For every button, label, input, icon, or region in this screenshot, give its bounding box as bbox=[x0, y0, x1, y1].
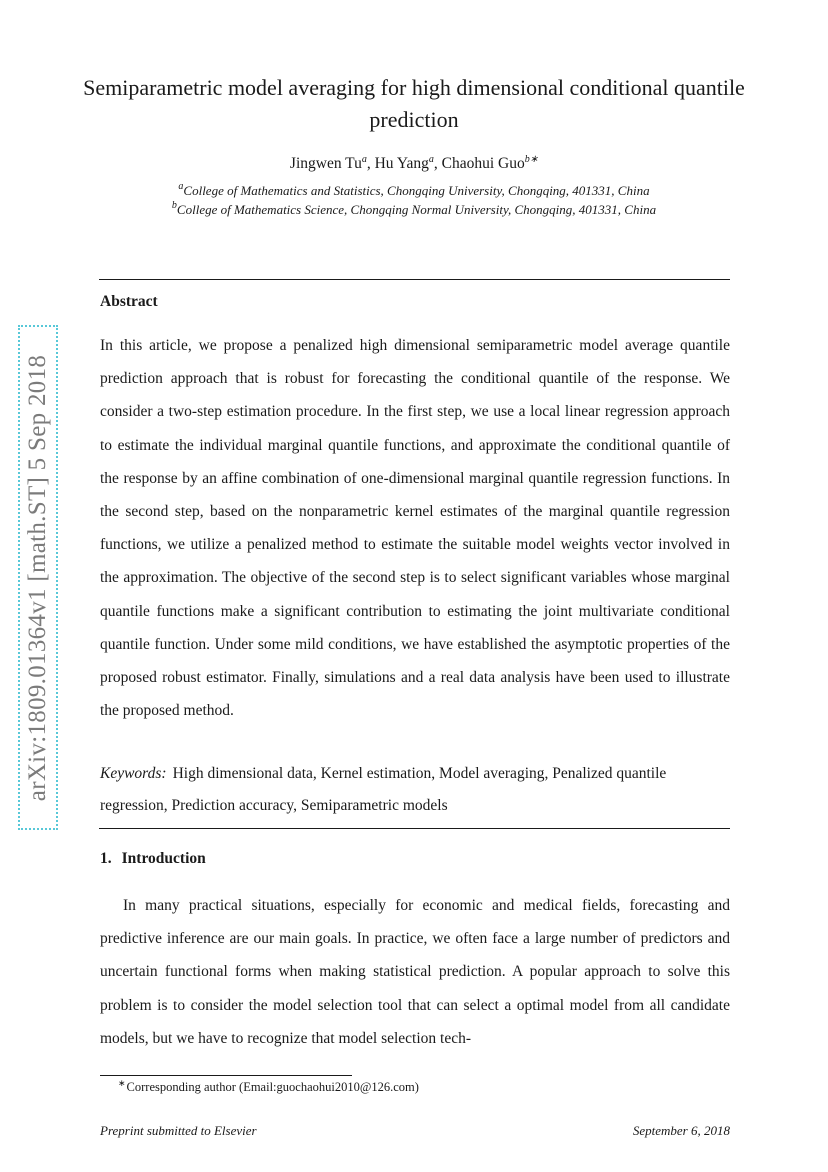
abstract-text: In this article, we propose a penalized high dimensional semiparametric model average quantile prediction approach that is robust for forecasting the conditional quantile of the response. We consider a two-step estimation procedure. In the first step, we use a local linear regression approach to estimate the individual marginal quantile functions, and approximate the conditional quantile of the response by an affine combination of one-dimensional marginal quantile regression functions. In the second step, based on the nonparametric kernel estimates of the marginal quantile regression functions, we utilize a penalized method to estimate the suitable model weights vector involved in the approximation. The objective of the second step is to select significant variables whose marginal quantile functions make a significant contribution to estimating the joint multivariate conditional quantile function. Under some mild conditions, we have established the asymptotic properties of the proposed robust estimator. Finally, simulations and a real data analysis have been used to illustrate the proposed method. bbox=[100, 337, 730, 720]
affiliation-mark: a bbox=[178, 181, 184, 192]
footer-date: September 6, 2018 bbox=[632, 1123, 730, 1138]
affiliation-text: College of Mathematics and Statistics, Chongqing University, Chongqing, 401331, China bbox=[183, 183, 650, 198]
abstract-bottom-rule bbox=[99, 828, 730, 829]
arxiv-identifier[interactable]: arXiv:1809.01364v1 [math.ST] 5 Sep 2018 bbox=[24, 354, 51, 801]
abstract-top-rule bbox=[99, 279, 730, 280]
footer-preprint-note: Preprint submitted to Elsevier bbox=[100, 1123, 257, 1138]
arxiv-stamp[interactable] bbox=[18, 325, 58, 830]
section-heading-introduction bbox=[100, 850, 206, 868]
author-list: Jingwen Tu$^a$, Hu Yang$^a$, Chaohui Guo$^{b∗}$ bbox=[289, 154, 539, 172]
affiliation-text: College of Mathematics Science, Chongqing Normal University, Chongqing, 401331, China bbox=[176, 202, 657, 217]
affiliation-a bbox=[100, 183, 728, 199]
author-name: Jingwen Tu bbox=[289, 155, 362, 172]
footnote-text: Corresponding author (Email:guochaohui2010@126.com) bbox=[126, 1080, 419, 1094]
affiliation-b bbox=[100, 202, 728, 218]
footnote-mark: ∗ bbox=[118, 1078, 126, 1088]
author-name: Chaohui Guo bbox=[441, 155, 525, 172]
footnote-rule bbox=[100, 1075, 352, 1076]
footnote bbox=[118, 1078, 419, 1095]
paper-title: Semiparametric model averaging for high dimensional conditional quantile prediction bbox=[83, 75, 745, 132]
introduction-paragraph: In many practical situations, especially for economic and medical fields, forecasting and predictive inference are our main goals. In practice, we often face a large number of predictors and uncertain functional forms when making statistical prediction. A popular approach to solve this problem is to consider the model selection tool that can select a optimal model from all candidate models, but we have to recognize that model selection tech- bbox=[100, 897, 730, 1047]
section-number: 1. bbox=[100, 850, 112, 867]
author-affiliation-mark: a bbox=[428, 154, 434, 165]
section-title: Introduction bbox=[121, 850, 206, 867]
author-affiliation-mark: b∗ bbox=[524, 154, 539, 165]
affiliation-mark: b bbox=[171, 200, 177, 211]
author-affiliation-mark: a bbox=[361, 154, 367, 165]
keywords bbox=[100, 758, 730, 822]
abstract-heading: Abstract bbox=[100, 293, 158, 310]
keywords-text: High dimensional data, Kernel estimation, Model averaging, Penalized quantile regression, Prediction accuracy, Semiparametric models bbox=[100, 765, 667, 814]
author-name: Hu Yang bbox=[374, 155, 429, 172]
keywords-label: Keywords: bbox=[100, 765, 167, 782]
